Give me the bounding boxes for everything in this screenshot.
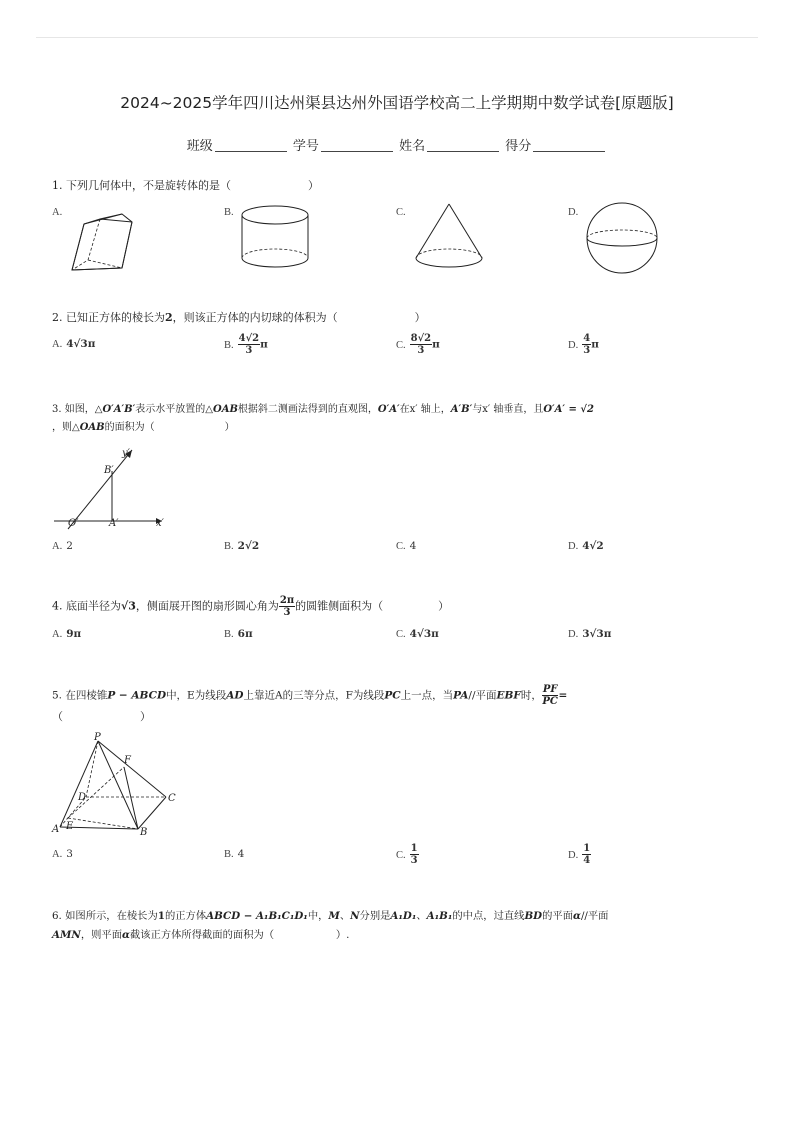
ratio-fraction [542, 684, 559, 707]
option-fraction [410, 843, 419, 866]
id-blank[interactable] [321, 141, 393, 152]
math-expr: O′A′B′ [102, 404, 136, 415]
question-5-line-1 [52, 684, 567, 707]
question-text: 如图所示，在棱长为 [65, 910, 158, 922]
q1-option-c[interactable] [396, 206, 410, 218]
question-text: 在四棱锥 [65, 689, 108, 702]
option-value: 3√3π [582, 628, 612, 640]
option-label: B. [224, 541, 234, 552]
option-fraction [238, 333, 261, 356]
q3-option-d[interactable] [568, 540, 604, 552]
option-fraction [582, 843, 591, 866]
label-p: P [94, 732, 101, 743]
question-text: ，则平面 [80, 929, 122, 941]
fraction-denominator: 4 [583, 855, 591, 866]
page-title: 2024~2025学年四川达州渠县达州外国语学校高二上学期期中数学试卷[原题版] [120, 94, 674, 112]
question-text: 如图，△ [64, 404, 103, 415]
question-text: 的中点，过直线 [452, 910, 525, 922]
class-blank[interactable] [215, 141, 287, 152]
question-text: 在x′ 轴上， [399, 404, 451, 415]
question-text: 、 [339, 910, 351, 922]
question-text: 表示水平放置的△ [135, 404, 213, 415]
option-label: B. [224, 339, 234, 351]
math-expr: PA [453, 689, 469, 702]
label-o: O′ [68, 518, 79, 529]
cylinder-figure [238, 203, 313, 271]
option-label: B. [224, 629, 234, 640]
q5-option-d[interactable] [568, 843, 591, 866]
label-y: y′ [122, 448, 130, 459]
question-text: 分别是 [359, 910, 391, 922]
q4-option-d[interactable] [568, 628, 611, 640]
option-label: C. [396, 541, 406, 552]
option-label: D. [568, 541, 579, 552]
question-text: ，则该正方体的内切球的体积为（ ） [172, 311, 426, 324]
math-value: 1 [157, 910, 165, 922]
option-value: 4√3π [66, 338, 96, 350]
option-label: D. [568, 629, 579, 640]
question-text: 中， [307, 910, 329, 922]
fraction-denominator: 3 [410, 855, 418, 866]
question-text: //平面 [580, 910, 609, 922]
q4-option-a[interactable] [52, 628, 81, 640]
q2-option-c[interactable] [396, 333, 440, 356]
question-number: 4. [52, 599, 63, 613]
question-3-line-1 [52, 400, 594, 420]
question-6-line-1 [52, 906, 608, 926]
pyramid-figure [52, 733, 182, 838]
label-a: A [52, 824, 60, 835]
q3-option-c[interactable] [396, 540, 416, 552]
math-expr: α [573, 910, 581, 922]
q1-option-d[interactable] [568, 206, 582, 218]
name-label: 姓名 [399, 139, 426, 154]
question-text: 下列几何体中，不是旋转体的是（ ） [66, 179, 319, 192]
math-expr: M [328, 910, 340, 922]
math-expr: P − ABCD [107, 689, 167, 702]
option-value: 4 [409, 540, 417, 552]
option-value: 3 [66, 848, 73, 860]
question-text: 上靠近A的三等分点，F为线段 [243, 689, 385, 702]
name-blank[interactable] [427, 141, 499, 152]
option-label: A. [52, 541, 63, 552]
question-text: ，则△ [52, 422, 80, 433]
math-expr: A₁B₁ [426, 910, 453, 922]
score-blank[interactable] [533, 141, 605, 152]
question-1 [52, 176, 319, 196]
question-number: 1. [52, 179, 63, 192]
math-value: 2 [165, 311, 173, 324]
question-text: 、 [416, 910, 427, 922]
label-f: F [124, 755, 131, 766]
fraction-denominator: 3 [283, 607, 291, 618]
math-expr: O′A′ = √2 [543, 404, 594, 415]
question-text: 已知正方体的棱长为 [66, 311, 165, 324]
math-expr: √3 [121, 599, 136, 613]
question-number: 3. [52, 404, 62, 415]
fraction-numerator: 1 [410, 843, 418, 854]
math-expr: O′A′ [377, 404, 400, 415]
question-2 [52, 308, 426, 328]
option-label: D. [568, 207, 579, 218]
math-expr: A₁D₁ [390, 910, 417, 922]
angle-fraction [279, 595, 295, 618]
label-b: B′ [104, 465, 114, 476]
answer-bracket: （ ） [52, 710, 151, 723]
question-4 [52, 595, 449, 618]
fraction-denominator: 3 [245, 345, 253, 356]
math-expr: N [350, 910, 360, 922]
question-3-line-2 [52, 418, 235, 438]
option-value: 4√3π [409, 628, 439, 640]
option-label: C. [396, 339, 406, 351]
option-fraction [582, 333, 591, 356]
q1-option-b[interactable] [224, 206, 238, 218]
option-suffix: π [591, 338, 599, 351]
sphere-figure [584, 202, 660, 274]
math-expr: ABCD − A₁B₁C₁D₁ [206, 910, 308, 922]
question-text: 上一点，当 [400, 689, 454, 702]
fraction-numerator: 4 [583, 333, 591, 344]
option-suffix: π [260, 338, 268, 351]
question-text: 与x′ 轴垂直，且 [472, 404, 544, 415]
option-value: 2 [66, 540, 73, 552]
cone-figure [412, 202, 487, 272]
q5-option-b[interactable] [224, 848, 244, 860]
label-b: B [140, 827, 148, 838]
math-expr: AD [226, 689, 244, 702]
question-number: 5. [52, 689, 63, 702]
option-label: C. [396, 849, 406, 861]
option-label: B. [224, 207, 234, 218]
label-a: A′ [109, 518, 119, 529]
option-label: A. [52, 629, 63, 640]
question-text: 底面半径为 [66, 599, 121, 613]
fraction-denominator: PC [542, 696, 558, 707]
equals-sign: = [558, 689, 568, 702]
label-d: D [78, 792, 87, 803]
option-suffix: π [432, 338, 440, 351]
math-expr: A′B′ [450, 404, 473, 415]
fraction-numerator: PF [542, 684, 558, 695]
q4-option-b[interactable] [224, 628, 253, 640]
fraction-denominator: 3 [583, 345, 591, 356]
question-text: 中，E为线段 [166, 689, 227, 702]
prism-figure [66, 202, 141, 272]
math-expr: α [122, 929, 130, 941]
id-label: 学号 [292, 139, 319, 154]
option-fraction [410, 333, 433, 356]
option-label: C. [396, 629, 406, 640]
option-value: 6π [237, 628, 253, 640]
option-label: C. [396, 207, 406, 218]
question-text: 时， [520, 689, 542, 702]
option-value: 9π [66, 628, 82, 640]
option-label: A. [52, 849, 63, 860]
option-label: A. [52, 339, 63, 350]
fraction-denominator: 3 [417, 345, 425, 356]
math-expr: PC [384, 689, 401, 702]
q3-option-a[interactable] [52, 540, 73, 552]
question-text: 根据斜二测画法得到的直观图， [237, 404, 378, 415]
label-c: C [168, 793, 176, 804]
q5-option-c[interactable] [396, 843, 419, 866]
class-label: 班级 [186, 139, 213, 154]
oblique-axes-figure [54, 447, 174, 532]
student-info-line [0, 135, 794, 154]
top-divider [36, 37, 758, 38]
q2-option-a[interactable] [52, 338, 95, 350]
question-text: 截该正方体所得截面的面积为（ ）. [129, 929, 350, 941]
option-value: 4√2 [582, 540, 604, 552]
question-5-line-2 [52, 707, 151, 727]
label-e: E [66, 821, 74, 832]
question-text: 的正方体 [164, 910, 207, 922]
math-expr: AMN [52, 929, 81, 941]
option-value: 4 [237, 848, 245, 860]
question-text: 的平面 [542, 910, 573, 922]
math-expr: OAB [212, 404, 238, 415]
question-number: 6. [52, 910, 62, 922]
math-expr: OAB [79, 422, 105, 433]
score-label: 得分 [505, 139, 532, 154]
question-text: 的圆锥侧面积为（ ） [295, 599, 450, 613]
q2-option-d[interactable] [568, 333, 599, 356]
question-number: 2. [52, 311, 63, 324]
option-label: D. [568, 339, 579, 351]
question-6-line-2 [52, 925, 349, 945]
fraction-numerator: 4√2 [238, 333, 260, 344]
label-x: x′ [156, 518, 164, 529]
fraction-numerator: 8√2 [410, 333, 432, 344]
question-text: ，侧面展开图的扇形圆心角为 [135, 599, 279, 613]
q3-option-b[interactable] [224, 540, 259, 552]
fraction-numerator: 1 [583, 843, 591, 854]
math-expr: EBF [496, 689, 521, 702]
q2-option-b[interactable] [224, 333, 268, 356]
option-value: 2√2 [237, 540, 260, 552]
q1-option-a[interactable] [52, 206, 66, 218]
math-expr: BD [524, 910, 543, 922]
q4-option-c[interactable] [396, 628, 439, 640]
question-text: //平面 [468, 689, 497, 702]
q5-option-a[interactable] [52, 848, 73, 860]
option-label: A. [52, 207, 63, 218]
fraction-numerator: 2π [279, 595, 295, 606]
question-text: 的面积为（ ） [104, 422, 235, 433]
option-label: D. [568, 849, 579, 861]
option-label: B. [224, 849, 234, 860]
